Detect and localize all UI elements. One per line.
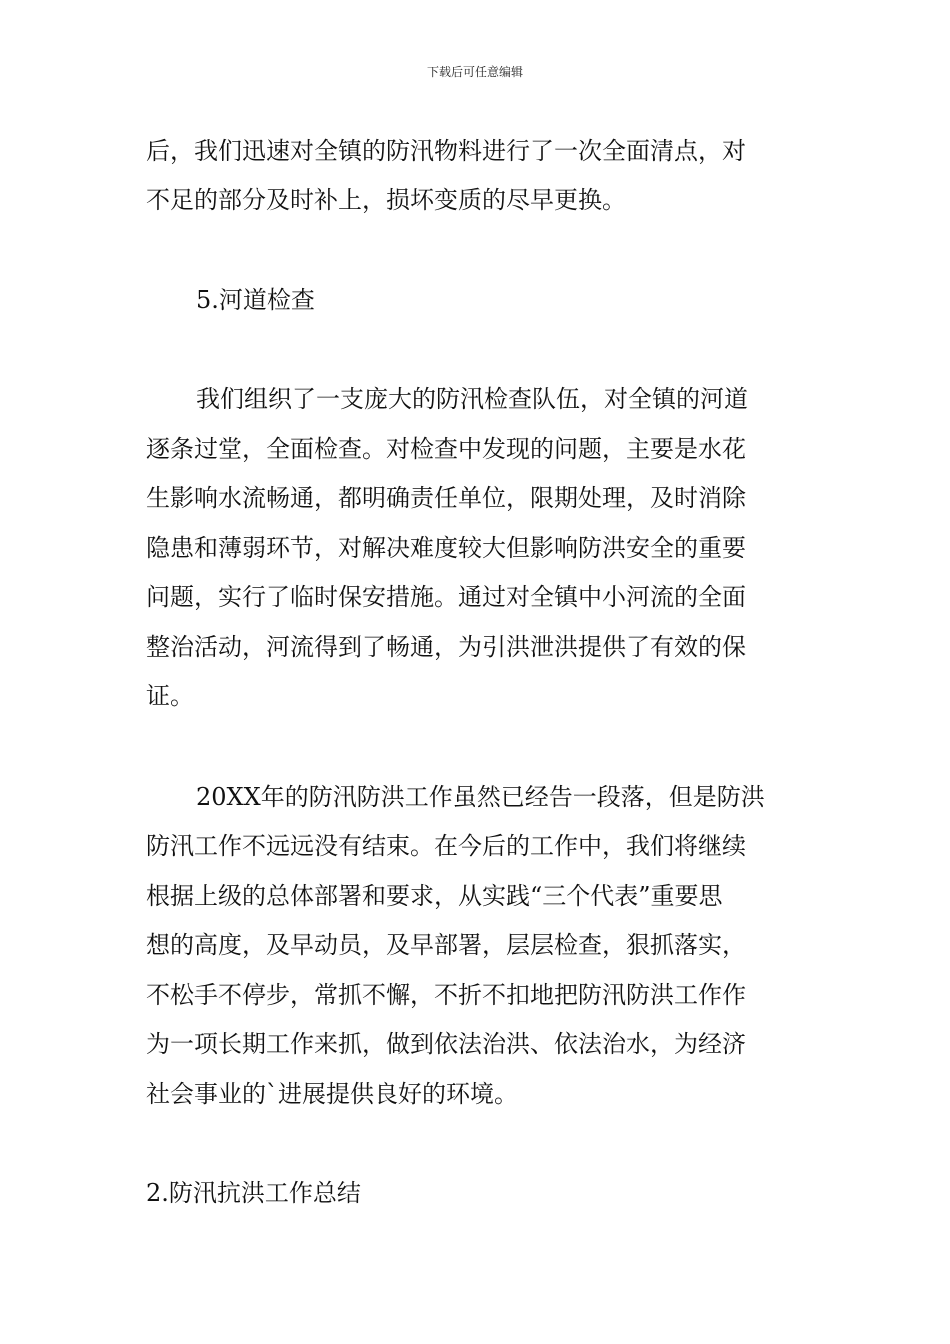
paragraph-line: 隐患和薄弱环节，对解决难度较大但影响防洪安全的重要 <box>146 534 746 562</box>
paragraph-line: 问题，实行了临时保安措施。通过对全镇中小河流的全面 <box>146 583 746 611</box>
paragraph-line: 20XX年的防汛防洪工作虽然已经告一段落，但是防洪 <box>196 783 765 811</box>
section-heading: 5.河道检查 <box>196 286 315 314</box>
paragraph-line: 整治活动，河流得到了畅通，为引洪泄洪提供了有效的保 <box>146 633 746 661</box>
paragraph-line: 想的高度，及早动员，及早部署，层层检查，狠抓落实， <box>146 931 746 959</box>
paragraph-line: 后，我们迅速对全镇的防汛物料进行了一次全面清点，对 <box>146 137 746 165</box>
paragraph-line: 证。 <box>146 682 194 710</box>
paragraph-line: 根据上级的总体部署和要求，从实践“三个代表”重要思 <box>146 882 723 910</box>
paragraph-line: 为一项长期工作来抓，做到依法治洪、依法治水，为经济 <box>146 1030 746 1058</box>
paragraph-line: 防汛工作不远远没有结束。在今后的工作中，我们将继续 <box>146 832 746 860</box>
paragraph-line: 我们组织了一支庞大的防汛检查队伍，对全镇的河道 <box>196 385 748 413</box>
paragraph-line: 生影响水流畅通，都明确责任单位，限期处理，及时消除 <box>146 484 746 512</box>
page-header: 下载后可任意编辑 <box>426 65 523 79</box>
paragraph-line: 不松手不停步，常抓不懈，不折不扣地把防汛防洪工作作 <box>146 981 746 1009</box>
section-heading: 2.防汛抗洪工作总结 <box>146 1179 361 1207</box>
paragraph-line: 逐条过堂，全面检查。对检查中发现的问题，主要是水花 <box>146 435 746 463</box>
paragraph-line: 社会事业的`进展提供良好的环境。 <box>146 1080 518 1108</box>
paragraph-line: 不足的部分及时补上，损坏变质的尽早更换。 <box>146 186 626 214</box>
